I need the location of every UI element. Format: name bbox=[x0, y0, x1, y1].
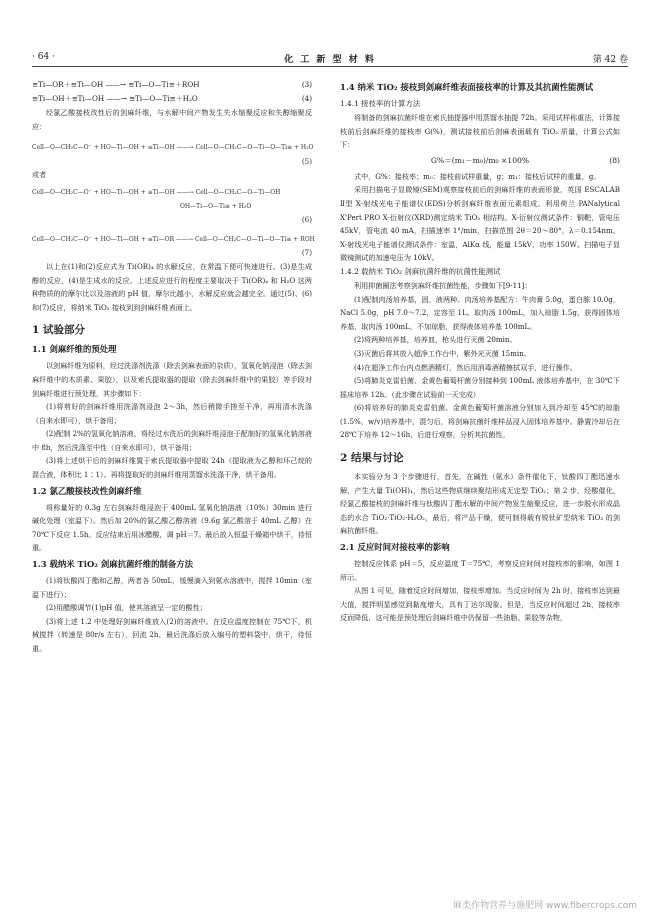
equation-6: Cell—O—CH₂C—O⁻ + HO—Ti—OH + ≡Ti—OH ——→ Cell—O—CH₂C—O—Ti—OH OH—Ti—O—Ti≡ + H₂O (6) bbox=[32, 188, 312, 225]
paragraph: (3)将上述 1.2 中处理好剑麻纤维放入(2)的溶液中。在反应温度控制在 75℃下，机械搅拌（转速是 80r/s 左右），回流 2h，最后洗涤后放入编号的塑料袋中，烘干，待恒重。 bbox=[32, 616, 312, 653]
paragraph: 本实验分为 3 个步骤进行，首先，在碱性（氨水）条件催化下，钛酸四丁酯迅速水解，产生大量 Ti(OH)₄，然后这些物质继续聚结形成无定型 TiO₂；第 2 步，经酸催化，经氯乙酸接枝的剑麻纤维与钛酸四丁酯水解的中间产物发生缩聚反应，进一步脱水形成晶态的水合 TiO₂·TiO₂·H₂O₂，最后，将产品干燥，便可制得载有锐钛矿型纳米 TiO₂ 的剑麻抗菌纤维。 bbox=[340, 472, 620, 536]
paragraph: (5)将肺炎克雷伯菌、金黄色葡萄杆菌分别接种到 100mL 液体培养基中，在 30℃下摇床培养 12h。（此步骤在试验前一天完成） bbox=[340, 376, 620, 399]
volume-label: 第 42 卷 bbox=[592, 55, 628, 65]
paragraph: 采用扫描电子显微镜(SEM)观察接枝前后的剑麻纤维的表面形貌，英国 ESCALAB Ⅱ型 X-射线光电子能谱仪(EDS)分析剑麻纤维表面元素组成。利用荷兰 PANalytical X'Pert PRO X-衍射仪(XRD)测定纳米 TiO₂ 相结构。X-衍射仪测试条件：铜靶，管电压 45kV，管电流 40 mA，扫描速率 1°/min，扫描范围 2θ＝20～80°，λ＝0.154nm。X-射线光电子能谱仪测试条件：室温，AlKα 线，能量 15kV，功率 150W。扫描电子显微镜测试的加速电压为 10kV。 bbox=[340, 185, 620, 263]
paragraph: (3)将上述烘干后的剑麻纤维置于索氏提取器中提取 24h（提取液为乙醇和环己烷的混合液，体积比 1∶1）。再将提取好的剑麻纤维用蒸馏水洗涤干净，烘干备用。 bbox=[32, 456, 312, 480]
or-label: 或者 bbox=[32, 170, 47, 180]
subsubsection-heading: 1.4.1 接枝率的计算方法 bbox=[340, 99, 421, 108]
paragraph: (3)灭菌后将其放入超净工作台中，紫外光灭菌 15min。 bbox=[354, 348, 531, 358]
equation-7: Cell—O—CH₂C—O⁻ + HO—Ti—OH + ≡Ti—OR ——→ Cell—O—CH₂C—O—Ti—O—Ti≡ + ROH (7) bbox=[32, 235, 315, 258]
page-number: · 64 · bbox=[32, 52, 55, 62]
equation-4: ≡Ti—OH＋≡Ti—OH ——→ ≡Ti—O—Ti≡＋H₂O (4) bbox=[32, 94, 312, 103]
subsection-heading: 1.1 剑麻纤维的预处理 bbox=[32, 344, 117, 355]
paragraph: 将制备的剑麻抗菌纤维在索氏抽提器中用蒸馏水抽提 72h。采用试样称重法，计算接枝前后剑麻纤维的接枝率 G(%)，测试接枝前后剑麻表面载有 TiO₂ 质量，计算公式如下： bbox=[340, 113, 620, 150]
paragraph: (1)配制肉汤培养基，固、液两种。肉汤培养基配方：牛肉膏 5.0g，蛋白胨 10.0g，NaCl 5.0g，pH 7.0～7.2，定容至 1L。取肉汤 100mL，加入琼脂 1.5g，获得固体培养基，取肉汤 100mL，不加琼脂，获得液体培养基 100mL。 bbox=[340, 294, 620, 331]
paragraph: (2)用醋酸调节(1)pH 值，使其溶液呈一定的酸性； bbox=[46, 603, 207, 613]
paragraph: 以上在(1)和(2)反应式为 Ti(OR)₄ 的水解反应，在常温下便可快速进行。(3)是生成醇的反应，(4)是生成水的反应。上述反应进行的程度主要取决于 Ti(OR)₄ 和 H₂O 这两种物质的的摩尔比以及溶液的 pH 值，摩尔比越小，水解反应就会越完全。通过(5)、(6)和(7)反应，将纳米 TiO₂ 接枝到到剑麻纤维表面上。 bbox=[32, 261, 312, 312]
paragraph: (2)将两种培养基，培养皿，枪头进行灭菌 20min。 bbox=[354, 335, 517, 345]
paragraph: 控制反应体系 pH＝5，反应温度 T＝75℃，考察反应时间对接枝率的影响，如图 1 所示。 bbox=[340, 559, 620, 582]
section-heading: 1 试验部分 bbox=[32, 324, 85, 337]
subsection-heading: 1.3 载纳米 TiO₂ 剑麻抗菌纤维的制备方法 bbox=[32, 559, 193, 570]
paragraph: 利用抑菌圈法考察剑麻纤维抗菌性能，步骤如下[9-11]： bbox=[354, 280, 532, 290]
left-column bbox=[32, 78, 315, 656]
subsection-heading: 1.2 氯乙酸接枝改性剑麻纤维 bbox=[32, 485, 142, 496]
watermark: 麻类作物营养与施肥网 www.fibercrops.com bbox=[453, 901, 637, 911]
equation-3: ≡Ti—OR＋≡Ti—OH ——→ ≡Ti—O—Ti≡＋ROH (3) bbox=[32, 80, 312, 89]
journal-title: 化 工 新 型 材 料 bbox=[284, 55, 376, 65]
paragraph: (2)配制 2%的氢氧化钠溶液，将经过水洗后的剑麻纤维浸泡于配制好的氢氧化钠溶液中 8h，然后洗涤至中性（自来水即可），烘干备用； bbox=[32, 429, 312, 452]
paragraph: 经氯乙酸接枝改性后的剑麻纤维，与水解中间产物发生失水缩聚反应和失醇缩聚反应： bbox=[32, 108, 312, 131]
page-header bbox=[32, 52, 628, 67]
right-column bbox=[340, 78, 620, 625]
paragraph: (6)将培养好的肺炎克雷伯菌、金黄色葡萄杆菌溶液分别加入到冷却至 45℃的琼脂(1.5%，w/v)培养基中，混匀后，将剑麻抗菌纤维样品浸入固体培养基中。静置冷却后在 28℃下培养 12～16h，后进行观察，分析其抗菌性。 bbox=[340, 403, 620, 440]
paragraph: (4)在超净工作台内点燃酒精灯，然后用消毒酒精擦拭双手，进行操作。 bbox=[354, 362, 577, 372]
paragraph: 以剑麻纤维为原料，经过洗涤剂洗涤（除去剑麻表面的杂质），氢氧化钠浸泡（除去剑麻纤维中的木质素、果胶），以及索氏提取器的提取（除去剑麻纤维中的果胶）等手段对剑麻纤维进行预处理，其步骤如下： bbox=[32, 361, 313, 398]
subsubsection-heading: 1.4.2 载纳米 TiO₂ 剑麻抗菌纤维的抗菌性能测试 bbox=[340, 266, 501, 276]
paragraph: (1)将剪好的剑麻纤维用洗涤剂浸泡 2～3h，然后稍微手搓至干净，再用清水洗涤（自来水即可），烘干备用； bbox=[32, 402, 312, 425]
section-heading: 2 结果与讨论 bbox=[340, 452, 404, 465]
paragraph: (1)将钛酸四丁酯和乙醇，两者各 50mL，缓慢滴入到氨水溶液中，搅拌 10min（室温下进行）； bbox=[32, 576, 312, 599]
subsection-heading: 2.1 反应时间对接枝率的影响 bbox=[340, 542, 450, 553]
paragraph: 将称量好的 0.3g 左右剑麻纤维浸泡于 400mL 氢氧化钠溶液（10%）30min 进行碱化处理（室温下）。然后加 20%的氯乙酸乙醇溶液（9.6g 氯乙酸溶于 40mL 乙醇）在 70℃下反应 1.5h。反应结束后用冰醋酸，调 pH＝7。最后放入恒温干燥箱中烘干，待恒重。 bbox=[32, 502, 312, 553]
equation-5: Cell—O—CH₂C—O⁻ + HO—Ti—OH + ≡Ti—OH ——→ Cell—O—CH₂C—O—Ti—O—Ti≡ + H₂O (5) bbox=[32, 144, 314, 166]
subsection-heading: 1.4 纳米 TiO₂ 接枝到剑麻纤维表面接枝率的计算及其抗菌性能测试 bbox=[340, 82, 594, 92]
formula-8: G%＝(m₁－m₀)/m₀ ×100% (8) bbox=[430, 155, 620, 165]
paragraph: 式中，G%：接枝率；m₀：接枝前试样重量，g；m₁：接枝后试样的重量，g。 bbox=[354, 171, 601, 181]
paragraph: 从图 1 可见，随着反应时间增加，接枝率增加。当反应时间为 2h 时，接枝率达到最大值，搅拌明显感觉到黏度增大，具有丁达尔现象。但是，当反应时间超过 2h，接枝率反而降低，这可能是预处理后剑麻纤维中仍保留一些油脂、果胶等杂物， bbox=[340, 586, 620, 623]
